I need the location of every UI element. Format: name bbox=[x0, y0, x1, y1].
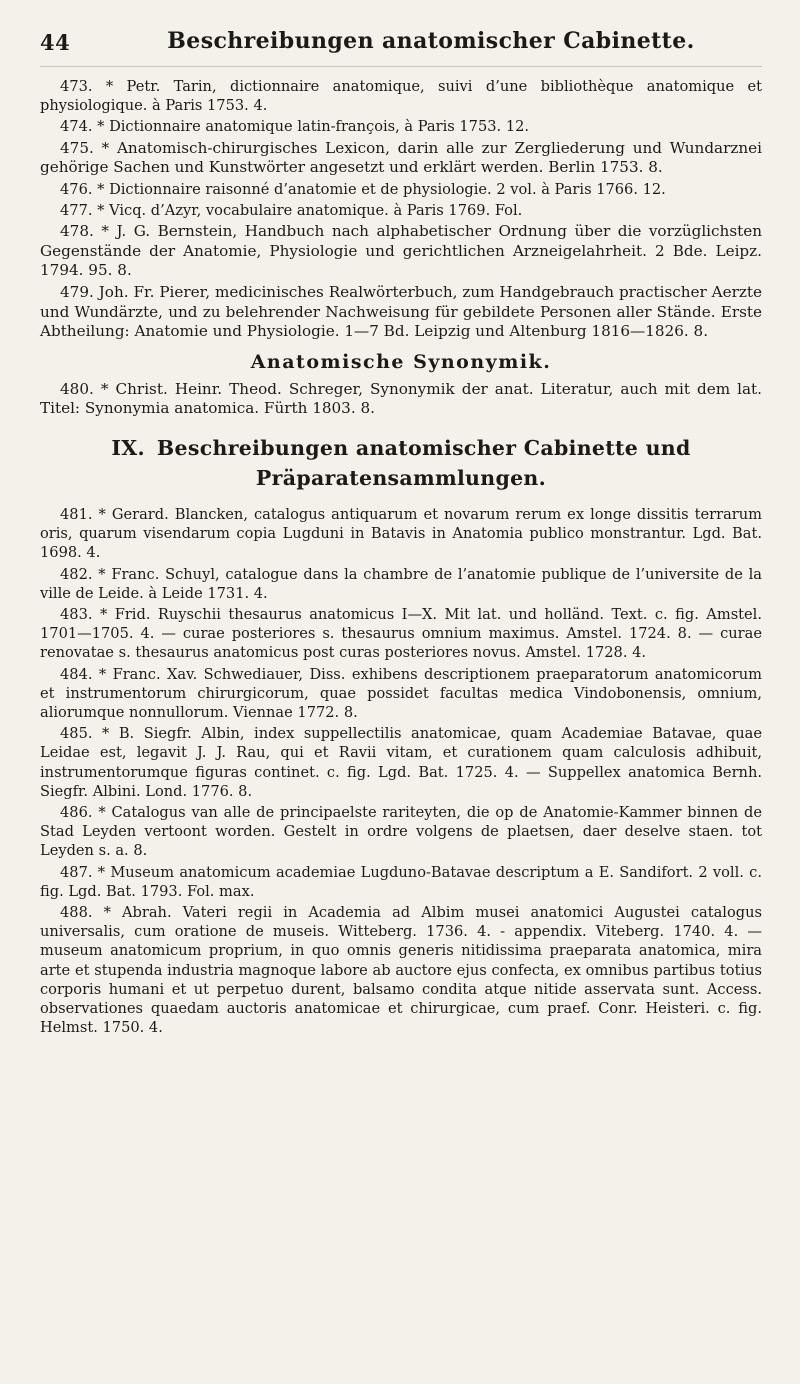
entries-synonymik bbox=[40, 380, 762, 419]
entry-487: 487. * Museum anatomicum academiae Lugduno-Batavae descriptum a E. Sandifort. 2 voll. c. fig. Lgd. Bat. 1793. Fol. max. bbox=[40, 863, 762, 900]
chapter-number: IX. bbox=[111, 435, 145, 460]
entry-476: 476. * Dictionnaire raisonné d’anatomie et de physiologie. 2 vol. à Paris 1766. 12. bbox=[60, 180, 666, 198]
entry-477: 477. * Vicq. d’Azyr, vocabulaire anatomique. à Paris 1769. Fol. bbox=[60, 202, 523, 219]
section-subheading: Anatomische Synonymik. bbox=[250, 350, 552, 373]
chapter-title: Beschreibungen anatomischer Cabinette und Präparatensammlungen. bbox=[156, 435, 691, 490]
entries-chapter bbox=[40, 505, 762, 1037]
entry-480: 480. * Christ. Heinr. Theod. Schreger, Synonymik der anat. Literatur, auch mit dem lat. Titel: Synonymia anatomica. Fürth 1803. 8. bbox=[40, 379, 762, 418]
entry-481: 481. * Gerard. Blancken, catalogus antiquarum et novarum rerum ex longe dissitis terrarum oris, quarum visendarum copia Lugduni in Batavis in Anatomia publico monstrantur. Lgd. Bat. 1698. 4. bbox=[40, 505, 762, 562]
running-title: Beschreibungen anatomischer Cabinette. bbox=[167, 28, 695, 54]
entry-486: 486. * Catalogus van alle de principaelste rariteyten, die op de Anatomie-Kammer binnen de Stad Leyden vertoont worden. Gestelt in ordre volgens de plaetsen, daer deselve staen. tot Leyden s. a. 8. bbox=[40, 804, 762, 860]
entry-485: 485. * B. Siegfr. Albin, index suppellectilis anatomicae, quam Academiae Batavae, quae Leidae est, legavit J. J. Rau, qui et Ravii vitam, et curationem quam calculosis adhibuit, instrumentorumque figuras continet. c. fig. Lgd. Bat. 1725. 4. — Suppellex anatomica Bernh. Siegfr. Albini. Lond. 1776. 8. bbox=[40, 725, 762, 800]
chapter-heading bbox=[40, 433, 762, 493]
page-number: 44 bbox=[40, 30, 71, 55]
book-page bbox=[40, 26, 762, 1039]
entry-488: 488. * Abrah. Vateri regii in Academia ad Albim musei anatomici Augustei catalogus universalis, cum oratione de museis. Witteberg. 1736. 4. - appendix. Viteberg. 1740. 4. — museum anatomicum proprium, in quo omnis generis nitidissima praeparata anatomica, mira arte et stupenda industria magnoque labore ab auctore ejus confecta, ex omnibus partibus totius corporis humani et ut perpetuo durent, balsamo condita atque nitide asservata sunt. Access. observationes quaedam auctoris anatomicae et chirurgicae, cum praef. Conr. Heisteri. c. fig. Helmst. 1750. 4. bbox=[40, 904, 762, 1037]
entry-474: 474. * Dictionnaire anatomique latin-françois, à Paris 1753. 12. bbox=[60, 118, 530, 136]
entry-482: 482. * Franc. Schuyl, catalogue dans la chambre de l’anatomie publique de l’universite de la ville de Leide. à Leide 1731. 4. bbox=[40, 565, 762, 602]
entry-479: 479. Joh. Fr. Pierer, medicinisches Realwörterbuch, zum Handgebrauch practischer Aerzte und Wundärzte, und zu belehrender Nachweisung für gebildete Personen aller Stände. Erste Abtheilung: Anatomie und Physiologie. 1—7 Bd. Leipzig und Altenburg 1816—1826. 8. bbox=[40, 282, 762, 341]
entry-478: 478. * J. G. Bernstein, Handbuch nach alphabetischer Ordnung über die vorzüglichsten Gegenstände der Anatomie, Physiologie und gerichtlichen Arzneigelahrheit. 2 Bde. Leipz. 1794. 95. 8. bbox=[40, 222, 762, 280]
entry-473: 473. * Petr. Tarin, dictionnaire anatomique, suivi d’une bibliothèque anatomique et physiologique. à Paris 1753. 4. bbox=[40, 78, 762, 115]
entry-475: 475. * Anatomisch-chirurgisches Lexicon, darin alle zur Zergliederung und Wundarznei gehörige Sachen und Kunstwörter angesetzt und erklärt werden. Berlin 1753. 8. bbox=[40, 138, 762, 177]
entry-483: 483. * Frid. Ruyschii thesaurus anatomicus I—X. Mit lat. und holländ. Text. c. fig. Amstel. 1701—1705. 4. — curae posteriores s. thesaurus omnium maximus. Amstel. 1724. 8. — curae renovatae s. thesaurus anatomicus post curas posteriores novus. Amstel. 1728. 4. bbox=[40, 605, 762, 662]
entry-484: 484. * Franc. Xav. Schwediauer, Diss. exhibens descriptionem praeparatorum anatomicorum et instrumentorum chirurgicorum, quae possidet facultas medica Vindobonensis, omnium, aliorumque nonnullorum. Viennae 1772. 8. bbox=[40, 665, 762, 721]
running-head bbox=[40, 26, 762, 67]
entries-top bbox=[40, 77, 762, 342]
